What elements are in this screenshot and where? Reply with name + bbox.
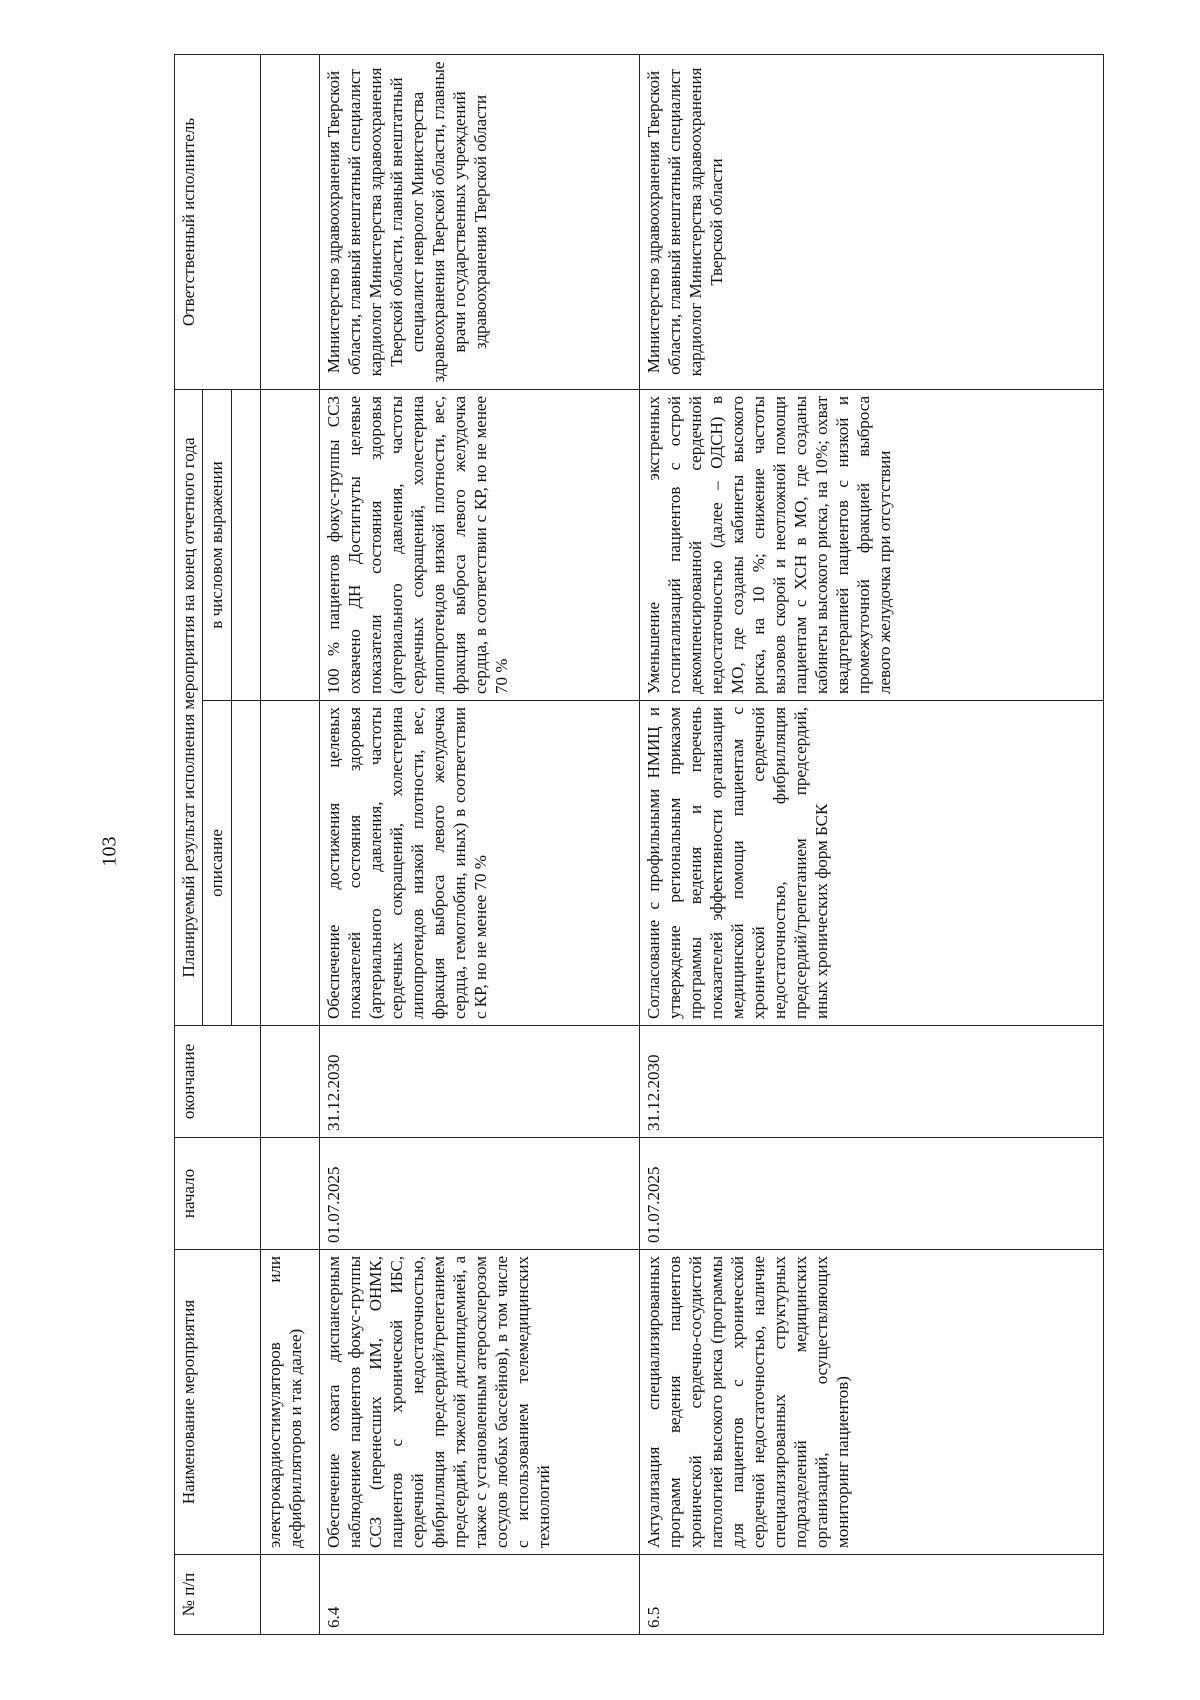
cell-responsible: Министерство здравоохранения Тверской области, главный внештатный специалист кардиолог Министерства здравоохранения Тверской области, главный внештатный специалист невролог Министерства здравоохранения Тверской области, главные врачи государственных учреждений здравоохранения Тверской области <box>320 54 640 389</box>
header-responsible: Ответственный исполнитель <box>175 54 261 389</box>
header-start: начало <box>175 1138 261 1250</box>
cell-end: 31.12.2030 <box>640 1026 1104 1138</box>
cell-desc <box>261 701 320 1026</box>
header-spacer <box>232 389 261 700</box>
cell-responsible: Министерство здравоохранения Тверской области, главный внештатный специалист кардиолог Министерства здравоохранения Тверской области <box>640 54 1104 389</box>
cell-responsible <box>261 54 320 389</box>
cell-name: электрокардиостимуляторов или дефибрилляторов и так далее) <box>261 1250 320 1555</box>
header-planned: Планируемый результат исполнения мероприятия на конец отчетного года <box>175 389 203 1025</box>
table-row <box>261 54 320 1634</box>
cell-start: 01.07.2025 <box>640 1138 1104 1250</box>
header-numeric: в числовом выражении <box>203 389 232 700</box>
cell-name: Актуализация специализированных программ ведения пациентов хронической сердечно-сосудистой патологией высокого риска (программы для пациентов с хронической сердечной недостаточностью, наличие специализированных структурных подразделений медицинских организаций, осуществляющих мониторинг пациентов) <box>640 1250 1104 1555</box>
cell-desc: Обеспечение достижения целевых показателей состояния здоровья (артериального давления, частоты сердечных сокращений, холестерина липопротеидов низкой плотности, вес, фракция выброса левого желудочка сердца, гемоглобин, иных) в соответствии с КР, но не менее 70 % <box>320 701 640 1026</box>
header-num: № п/п <box>175 1555 261 1635</box>
header-spacer <box>232 701 261 1026</box>
cell-num <box>261 1555 320 1635</box>
header-row <box>175 54 203 1634</box>
cell-numeric: 100 % пациентов фокус-группы ССЗ охвачено ДН Достигнуты целевые показатели состояния здоровья (артериального давления, частоты сердечных сокращений, холестерина липопротеидов низкой плотности, вес, фракция выброса левого желудочка сердца, в соответствии с КР, но не менее 70 % <box>320 389 640 700</box>
cell-numeric: Уменьшение экстренных госпитализаций пациентов с острой декомпенсированной сердечной недостаточностью (далее – ОДСН) в МО, где созданы кабинеты высокого риска, на 10 %; снижение частоты вызовов скорой и неотложной помощи пациентам с ХСН в МО, где созданы кабинеты высокого риска, на 10%; охват квадртерапией пациентов с низкой и промежуточной фракцией выброса левого желудочка при отсутствии <box>640 389 1104 700</box>
cell-num: 6.4 <box>320 1555 640 1635</box>
table-row <box>640 54 1104 1634</box>
cell-start: 01.07.2025 <box>320 1138 640 1250</box>
cell-name: Обеспечение охвата диспансерным наблюдением пациентов фокус-группы ССЗ (перенесших ИМ, ОНМК, пациентов с хронической ИБС, сердечной недостаточностью, фибрилляция предсердий/трепетанием предсердий, тяжелой дислипидемией, а также с установленным атеросклерозом сосудов любых бассейнов), в том числе с использованием телемедицинских технологий <box>320 1250 640 1555</box>
header-desc: описание <box>203 701 232 1026</box>
header-name: Наименование мероприятия <box>175 1250 261 1555</box>
cell-start <box>261 1138 320 1250</box>
cell-end: 31.12.2030 <box>320 1026 640 1138</box>
page-number: 103 <box>98 836 121 867</box>
table-row <box>320 54 640 1634</box>
measures-table <box>174 54 1104 1635</box>
cell-num: 6.5 <box>640 1555 1104 1635</box>
header-end: окончание <box>175 1026 261 1138</box>
cell-desc: Согласование с профильными НМИЦ и утверждение региональным приказом программы ведения и перечень показателей эффективности организации медицинской помощи пациентам с хронической сердечной недостаточностью, фибрилляция предсердий/трепетанием предсердий, иных хронических форм БСК <box>640 701 1104 1026</box>
rotated-page-content <box>174 55 1104 1635</box>
cell-numeric <box>261 389 320 700</box>
cell-end <box>261 1026 320 1138</box>
